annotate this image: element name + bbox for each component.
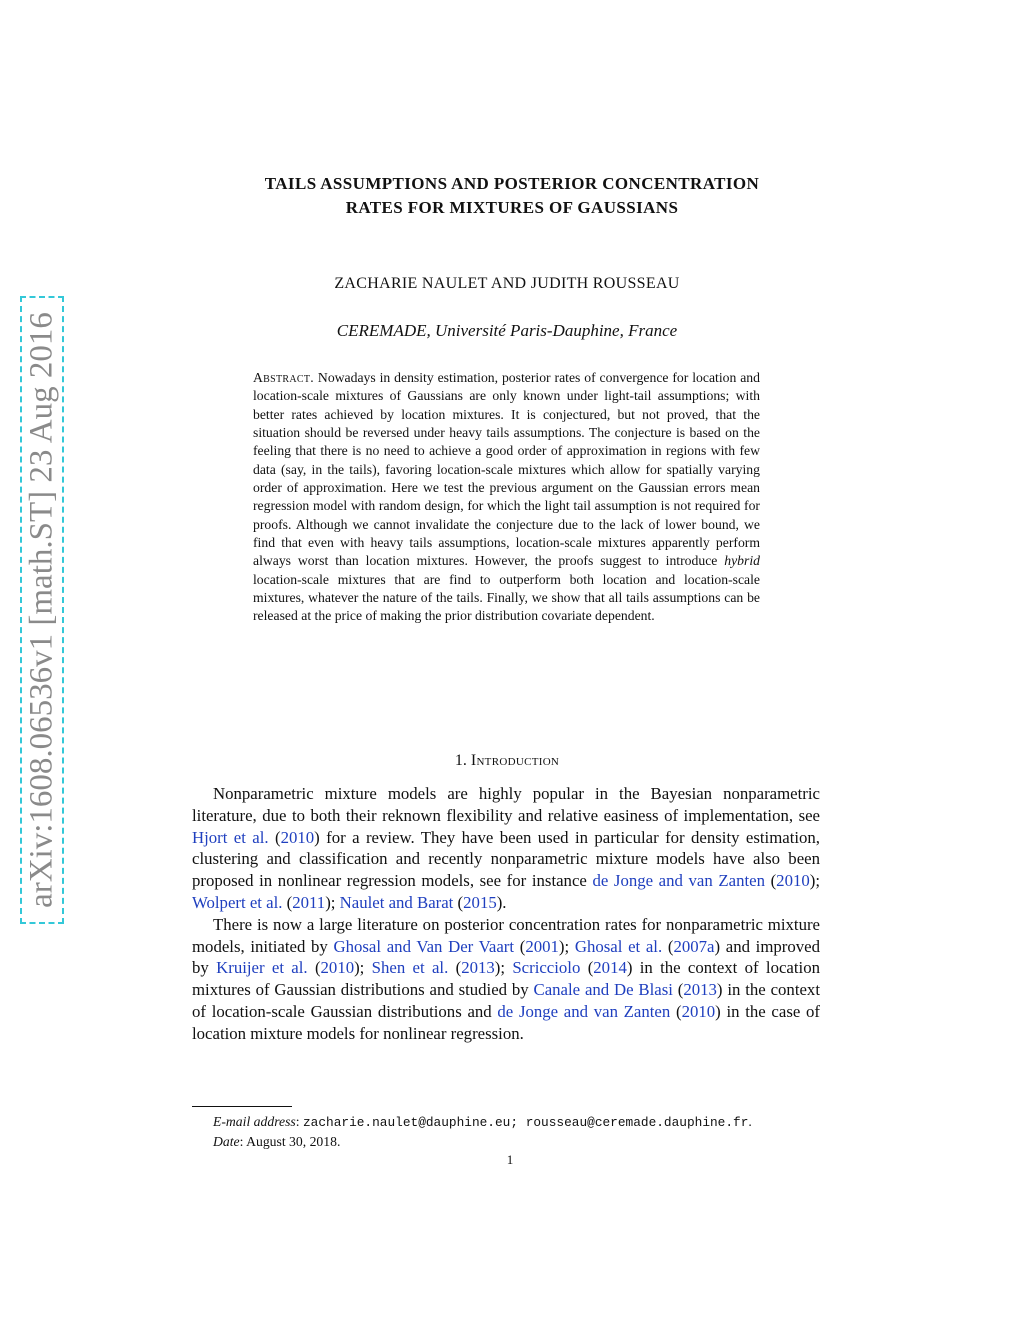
text: ); <box>809 871 820 891</box>
citation-link[interactable]: Scricciolo <box>512 958 581 978</box>
abstract <box>253 369 760 626</box>
text: ) for a review. They have been used in particular for density estimation, clustering and classification and recently nonparametric mixture models have also been proposed in nonlinear regression models, see for instance <box>192 827 820 891</box>
text: Nonparametric mixture models are highly popular in the Bayesian nonparametric literature, due to both their reknown flexibility and relative easiness of implementation, see <box>192 784 820 825</box>
text: ( <box>268 827 281 847</box>
text: ( <box>307 958 321 978</box>
text: ); <box>325 892 340 912</box>
citation-year-link[interactable]: 2013 <box>683 980 717 1000</box>
footnote-rule <box>192 1106 292 1107</box>
affiliation: CEREMADE, Université Paris-Dauphine, France <box>336 321 678 340</box>
citation-year-link[interactable]: 2007a <box>673 936 715 956</box>
text: ); <box>558 936 575 956</box>
citation-year-link[interactable]: 2001 <box>525 936 559 956</box>
text: ) in the context of location mixtures of Gaussian distributions and studied by <box>192 958 820 1000</box>
abstract-text-2: location-scale mixtures that are find to outperform both location and location-scale mixtures, whatever the nature of the tails. Finally, we show that all tails assumptions can be released at the price of making the prior distribution covariate dependent. <box>253 571 760 624</box>
arxiv-stamp: arXiv:1608.06536v1 [math.ST] 23 Aug 2016 <box>23 312 60 908</box>
text: There is now a large literature on posterior concentration rates for nonparametric mixture models, initiated by <box>192 914 820 956</box>
text: ) and improved by <box>192 936 820 978</box>
date-value: August 30, 2018. <box>246 1133 341 1149</box>
citation-link[interactable]: Hjort et al. <box>192 827 269 847</box>
text: ); <box>494 958 513 978</box>
citation-year-link[interactable]: 2013 <box>461 958 495 978</box>
section-heading <box>190 752 824 770</box>
section-number: 1. <box>454 752 467 769</box>
email-addresses: zacharie.naulet@dauphine.eu; rousseau@ceremade.dauphine.fr <box>303 1115 749 1130</box>
citation-link[interactable]: de Jonge and van Zanten <box>497 1001 671 1021</box>
text: ( <box>448 958 462 978</box>
paper-title <box>190 172 834 220</box>
body-text <box>192 783 820 1045</box>
paragraph-2 <box>192 914 820 1045</box>
text: ( <box>662 936 674 956</box>
text: ) in the case of location mixture models for nonlinear regression. <box>192 1001 820 1043</box>
citation-link[interactable]: Kruijer et al. <box>216 958 308 978</box>
abstract-text-1: Nowadays in density estimation, posterior rates of convergence for location and location-scale mixtures of Gaussians are only known under light-tail assumptions; with better rates achieved by location mixtures. It is conjectured, but not proved, that the situation should be reversed under heavy tails assumptions. The conjecture is based on the feeling that there is no need to achieve a good order of approximation in regions with few data (say, in the tails), favoring location-scale mixtures which allow for spatially varying order of approximation. Here we test the previous argument on the Gaussian errors mean regression model with random design, for which the light tail assumption is not required for proofs. Although we cannot invalidate the conjecture due to the lack of lower bound, we find that even with heavy tails assumptions, location-scale mixtures apparently perform always worst than location mixtures. However, the proofs suggest to introduce <box>253 370 760 569</box>
footnotes <box>213 1113 820 1151</box>
email-label: E-mail address <box>213 1114 296 1129</box>
title-line-2: RATES FOR MIXTURES OF GAUSSIANS <box>345 198 679 217</box>
citation-link[interactable]: Canale and De Blasi <box>533 980 673 1000</box>
text: ( <box>514 936 526 956</box>
citation-year-link[interactable]: 2010 <box>681 1001 716 1021</box>
date-footnote: Date: August 30, 2018. <box>213 1133 341 1149</box>
citation-year-link[interactable]: 2010 <box>320 958 355 978</box>
section-title: Introduction <box>470 752 560 769</box>
text: ); <box>354 958 372 978</box>
abstract-label: Abstract. <box>253 370 315 385</box>
authors: ZACHARIE NAULET AND JUDITH ROUSSEAU <box>334 275 680 292</box>
paragraph-1 <box>192 783 820 914</box>
text: ( <box>580 958 594 978</box>
citation-year-link[interactable]: 2010 <box>776 871 810 891</box>
citation-link[interactable]: Naulet and Barat <box>339 892 454 912</box>
text: ( <box>670 1001 682 1021</box>
title-line-1: TAILS ASSUMPTIONS AND POSTERIOR CONCENTRATION <box>264 174 760 193</box>
abstract-italic: hybrid <box>724 553 760 569</box>
text: ) in the context of location-scale Gaussian distributions and <box>192 980 820 1021</box>
citation-year-link[interactable]: 2010 <box>280 827 315 847</box>
citation-link[interactable]: Ghosal et al. <box>574 936 663 956</box>
citation-link[interactable]: Wolpert et al. <box>192 892 283 912</box>
email-footnote: E-mail address: zacharie.naulet@dauphine.eu; rousseau@ceremade.dauphine.fr. <box>213 1114 752 1130</box>
text: ( <box>672 980 684 1000</box>
citation-year-link[interactable]: 2015 <box>463 892 497 912</box>
citation-link[interactable]: de Jonge and van Zanten <box>592 871 765 891</box>
text: ( <box>764 871 777 891</box>
text: ( <box>282 892 293 912</box>
citation-year-link[interactable]: 2011 <box>292 892 326 912</box>
citation-link[interactable]: Ghosal and Van Der Vaart <box>333 936 515 956</box>
citation-link[interactable]: Shen et al. <box>371 958 449 978</box>
text: ( <box>453 892 464 912</box>
text: ). <box>496 892 507 912</box>
page-number: 1 <box>506 1152 514 1167</box>
date-label: Date <box>213 1133 240 1149</box>
citation-year-link[interactable]: 2014 <box>593 958 627 978</box>
